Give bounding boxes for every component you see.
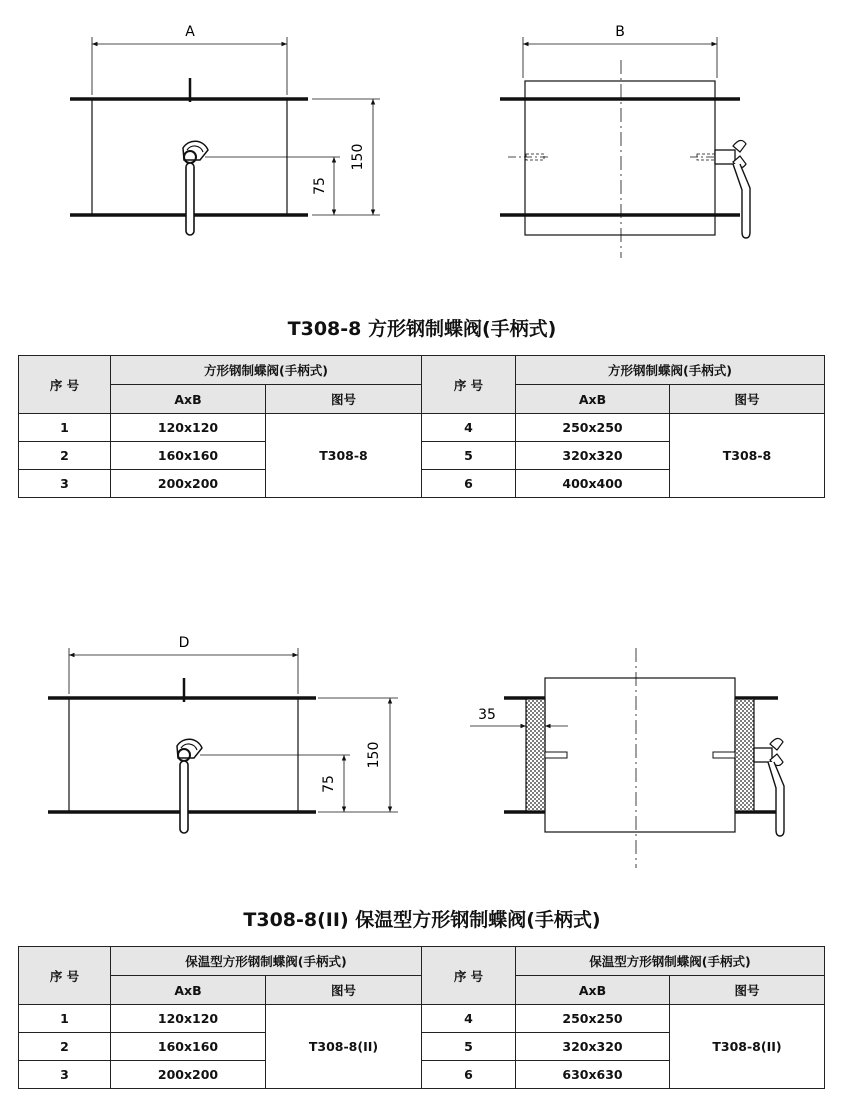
dim-75-label: 75 [312,177,328,195]
drawing-insulated-valve [0,620,844,880]
dim-150-label: 150 [366,741,382,769]
cell-size: 630x630 [516,1061,670,1089]
cell-seq: 5 [422,1033,516,1061]
header-group-left: 保温型方形钢制蝶阀(手柄式) [111,947,422,976]
header-seq-left: 序 号 [19,947,111,1005]
cell-size: 200x200 [111,470,266,498]
cell-seq: 3 [19,1061,111,1089]
cell-seq: 2 [19,442,111,470]
cell-drawing-code: T308-8 [266,414,422,498]
cell-size: 320x320 [516,442,670,470]
cell-seq: 4 [422,414,516,442]
table-row [19,414,825,442]
side-view [500,37,750,258]
cell-size: 120x120 [111,1005,266,1033]
title-insulated-valve: T308-8(II) 保温型方形钢制蝶阀(手柄式) [243,909,601,931]
header-axb-left: AxB [111,385,266,414]
cell-size: 320x320 [516,1033,670,1061]
header-axb-left: AxB [111,976,266,1005]
header-axb-right: AxB [516,976,670,1005]
header-fig-right: 图号 [670,976,825,1005]
dim-d-label: D [178,635,190,651]
front-view [70,37,380,235]
header-seq-right: 序 号 [422,356,516,414]
dim-35-label: 35 [478,707,496,723]
cell-size: 160x160 [111,1033,266,1061]
header-fig-left: 图号 [266,385,422,414]
spec-table-insulated [18,946,825,1089]
table-row [19,1005,825,1033]
header-fig-left: 图号 [266,976,422,1005]
dim-150-label: 150 [350,143,366,171]
cell-drawing-code: T308-8 [670,414,825,498]
cell-size: 120x120 [111,414,266,442]
header-axb-right: AxB [516,385,670,414]
dim-a-label: A [185,24,195,40]
cell-seq: 6 [422,1061,516,1089]
drawing-standard-valve [0,0,844,270]
header-group-left: 方形钢制蝶阀(手柄式) [111,356,422,385]
spec-table-standard [18,355,825,498]
header-group-right: 方形钢制蝶阀(手柄式) [516,356,825,385]
cell-size: 250x250 [516,1005,670,1033]
cell-size: 250x250 [516,414,670,442]
dim-75-label: 75 [321,775,337,793]
cell-seq: 2 [19,1033,111,1061]
title-standard-valve: T308-8 方形钢制蝶阀(手柄式) [287,318,557,340]
cell-drawing-code: T308-8(II) [266,1005,422,1089]
cell-seq: 5 [422,442,516,470]
cell-seq: 4 [422,1005,516,1033]
cell-seq: 1 [19,414,111,442]
cell-drawing-code: T308-8(II) [670,1005,825,1089]
cell-seq: 3 [19,470,111,498]
cell-seq: 6 [422,470,516,498]
side-view-insulated [470,648,784,868]
cell-size: 200x200 [111,1061,266,1089]
header-seq-right: 序 号 [422,947,516,1005]
front-view-insulated [48,648,398,833]
cell-seq: 1 [19,1005,111,1033]
cell-size: 400x400 [516,470,670,498]
header-seq-left: 序 号 [19,356,111,414]
dim-b-label: B [615,24,625,40]
cell-size: 160x160 [111,442,266,470]
header-fig-right: 图号 [670,385,825,414]
header-group-right: 保温型方形钢制蝶阀(手柄式) [516,947,825,976]
